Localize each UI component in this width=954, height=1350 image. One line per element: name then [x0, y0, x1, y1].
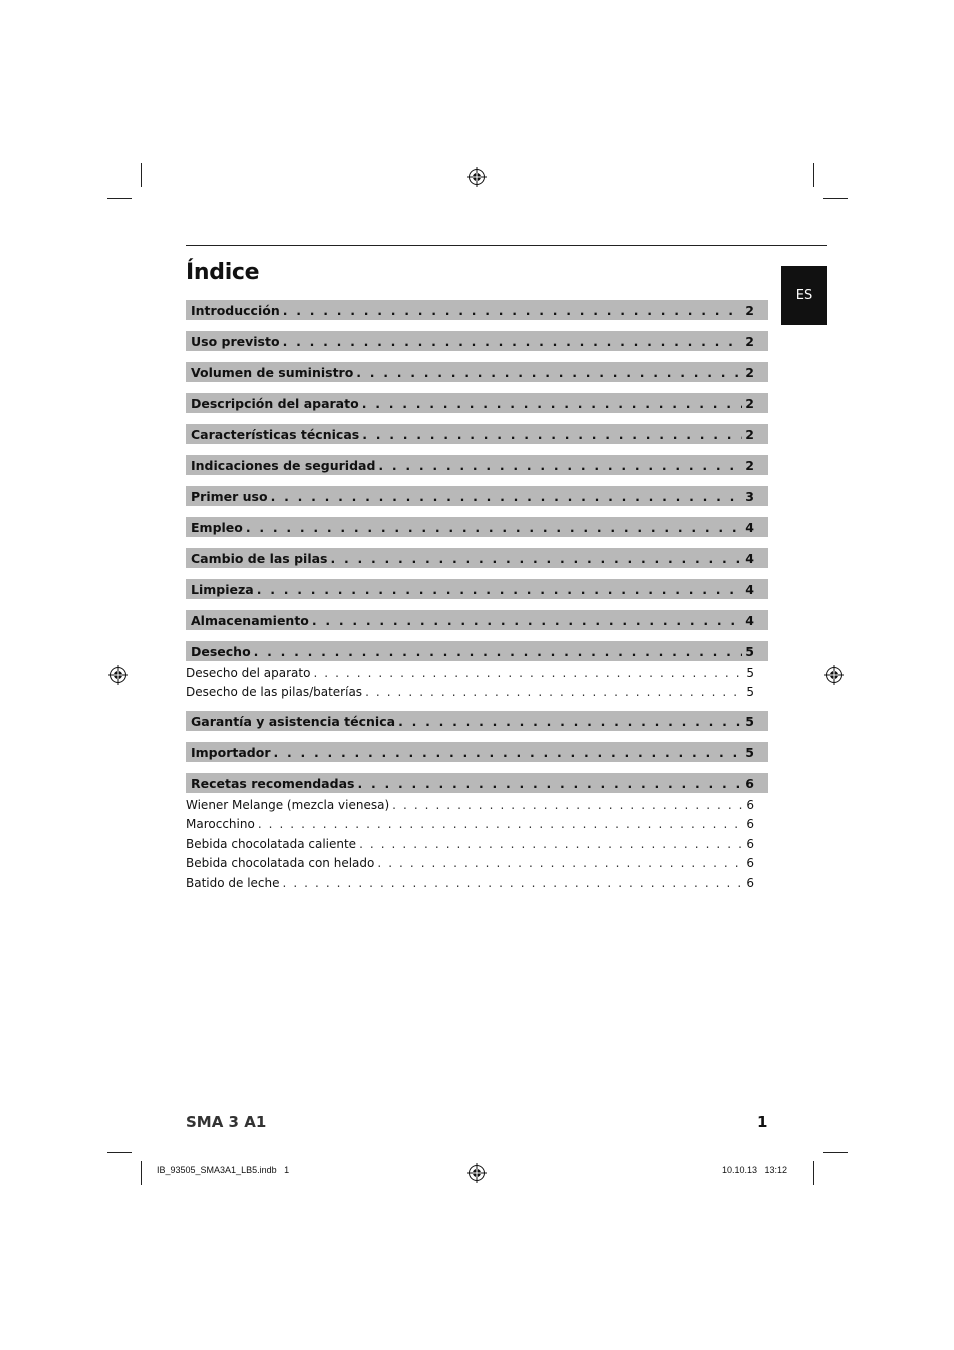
dot-leader: [313, 666, 743, 680]
crop-mark: [141, 163, 142, 187]
page-title: Índice: [186, 260, 260, 285]
dot-leader: [392, 798, 743, 812]
registration-mark-icon: [467, 167, 487, 187]
toc-entry-page: 2: [745, 364, 754, 380]
toc-entry[interactable]: [186, 362, 768, 382]
toc-entry-label: Recetas recomendadas: [191, 775, 355, 791]
toc-subentry-page: 5: [746, 685, 754, 699]
toc-subentry[interactable]: [186, 875, 754, 891]
toc-subentry-page: 5: [746, 666, 754, 680]
toc-entry[interactable]: [186, 393, 768, 413]
crop-mark: [813, 163, 814, 187]
toc-entry-label: Importador: [191, 744, 271, 760]
toc-entry-label: Limpieza: [191, 581, 254, 597]
toc-subentry[interactable]: [186, 816, 754, 832]
toc-subentry-label: Wiener Melange (mezcla vienesa): [186, 798, 390, 812]
toc-subentry[interactable]: [186, 855, 754, 871]
toc-entry-page: 2: [745, 302, 754, 318]
toc-subentry-page: 6: [746, 837, 754, 851]
toc-entry-page: 4: [745, 612, 754, 628]
crop-mark: [813, 1161, 814, 1185]
dot-leader: [257, 582, 743, 597]
dot-leader: [357, 776, 742, 791]
toc-entry-page: 4: [745, 581, 754, 597]
dot-leader: [312, 613, 742, 628]
footer-model-name: SMA 3 A1: [186, 1113, 267, 1131]
toc-subentry-label: Bebida chocolatada caliente: [186, 837, 357, 851]
toc-entry-label: Primer uso: [191, 488, 268, 504]
toc-entry-page: 6: [745, 775, 754, 791]
dot-leader: [283, 334, 743, 349]
toc-entry-page: 4: [745, 519, 754, 535]
dot-leader: [378, 458, 742, 473]
toc-entry-label: Uso previsto: [191, 333, 280, 349]
toc-subentry-label: Bebida chocolatada con helado: [186, 856, 375, 870]
toc-entry-page: 2: [745, 395, 754, 411]
toc-subentry[interactable]: [186, 797, 754, 813]
toc-entry-page: 5: [745, 643, 754, 659]
toc-entry-label: Empleo: [191, 519, 243, 535]
toc-entry[interactable]: [186, 424, 768, 444]
toc-subentry-page: 6: [746, 856, 754, 870]
print-slug-filename: IB_93505_SMA3A1_LB5.indb 1: [157, 1165, 290, 1175]
toc-entry-page: 2: [745, 457, 754, 473]
toc-entry[interactable]: [186, 548, 768, 568]
toc-entry-label: Volumen de suministro: [191, 364, 354, 380]
toc-entry-label: Almacenamiento: [191, 612, 309, 628]
toc-subentry[interactable]: [186, 684, 754, 700]
crop-mark: [141, 1161, 142, 1185]
toc-subentry[interactable]: [186, 665, 754, 681]
toc-entry[interactable]: [186, 742, 768, 762]
toc-entry-label: Descripción del aparato: [191, 395, 359, 411]
toc-entry-page: 5: [745, 713, 754, 729]
toc-entry-label: Introducción: [191, 302, 280, 318]
toc-entry[interactable]: [186, 300, 768, 320]
crop-mark: [823, 1152, 848, 1153]
toc-entry-page: 2: [745, 333, 754, 349]
registration-mark-icon: [467, 1163, 487, 1183]
toc-entry-page: 2: [745, 426, 754, 442]
dot-leader: [283, 876, 744, 890]
toc-entry[interactable]: [186, 331, 768, 351]
dot-leader: [365, 685, 743, 699]
toc-entry-label: Desecho: [191, 643, 251, 659]
registration-mark-icon: [108, 665, 128, 685]
top-rule: [186, 245, 827, 246]
toc-entry-page: 3: [745, 488, 754, 504]
print-slug-datetime: 10.10.13 13:12: [722, 1165, 788, 1175]
dot-leader: [362, 396, 743, 411]
dot-leader: [258, 817, 744, 831]
toc-entry-label: Características técnicas: [191, 426, 360, 442]
toc-subentry-label: Desecho del aparato: [186, 666, 311, 680]
toc-entry[interactable]: [186, 773, 768, 793]
toc-subentry-label: Marocchino: [186, 817, 255, 831]
registration-mark-icon: [824, 665, 844, 685]
toc-entry[interactable]: [186, 486, 768, 506]
toc-entry[interactable]: [186, 711, 768, 731]
toc-subentry-page: 6: [746, 817, 754, 831]
dot-leader: [271, 489, 743, 504]
toc-entry[interactable]: [186, 517, 768, 537]
dot-leader: [254, 644, 743, 659]
toc-subentry-page: 6: [746, 876, 754, 890]
toc-entry[interactable]: [186, 610, 768, 630]
toc-subentry-label: Batido de leche: [186, 876, 280, 890]
toc-entry-page: 4: [745, 550, 754, 566]
dot-leader: [398, 714, 742, 729]
toc-entry-label: Cambio de las pilas: [191, 550, 328, 566]
crop-mark: [107, 198, 132, 199]
toc-entry[interactable]: [186, 641, 768, 661]
crop-mark: [107, 1152, 132, 1153]
toc-subentry-label: Desecho de las pilas/baterías: [186, 685, 363, 699]
dot-leader: [283, 303, 743, 318]
dot-leader: [356, 365, 742, 380]
dot-leader: [362, 427, 742, 442]
toc-entry-page: 5: [745, 744, 754, 760]
footer-page-number: 1: [757, 1113, 768, 1131]
language-tab: ES: [781, 266, 827, 325]
crop-mark: [823, 198, 848, 199]
dot-leader: [377, 856, 743, 870]
toc-subentry[interactable]: [186, 836, 754, 852]
dot-leader: [331, 551, 743, 566]
toc-subentry-page: 6: [746, 798, 754, 812]
toc-entry-label: Indicaciones de seguridad: [191, 457, 376, 473]
dot-leader: [359, 837, 743, 851]
toc-entry-label: Garantía y asistencia técnica: [191, 713, 396, 729]
dot-leader: [274, 745, 743, 760]
dot-leader: [246, 520, 742, 535]
toc-entry[interactable]: [186, 579, 768, 599]
toc-entry[interactable]: [186, 455, 768, 475]
